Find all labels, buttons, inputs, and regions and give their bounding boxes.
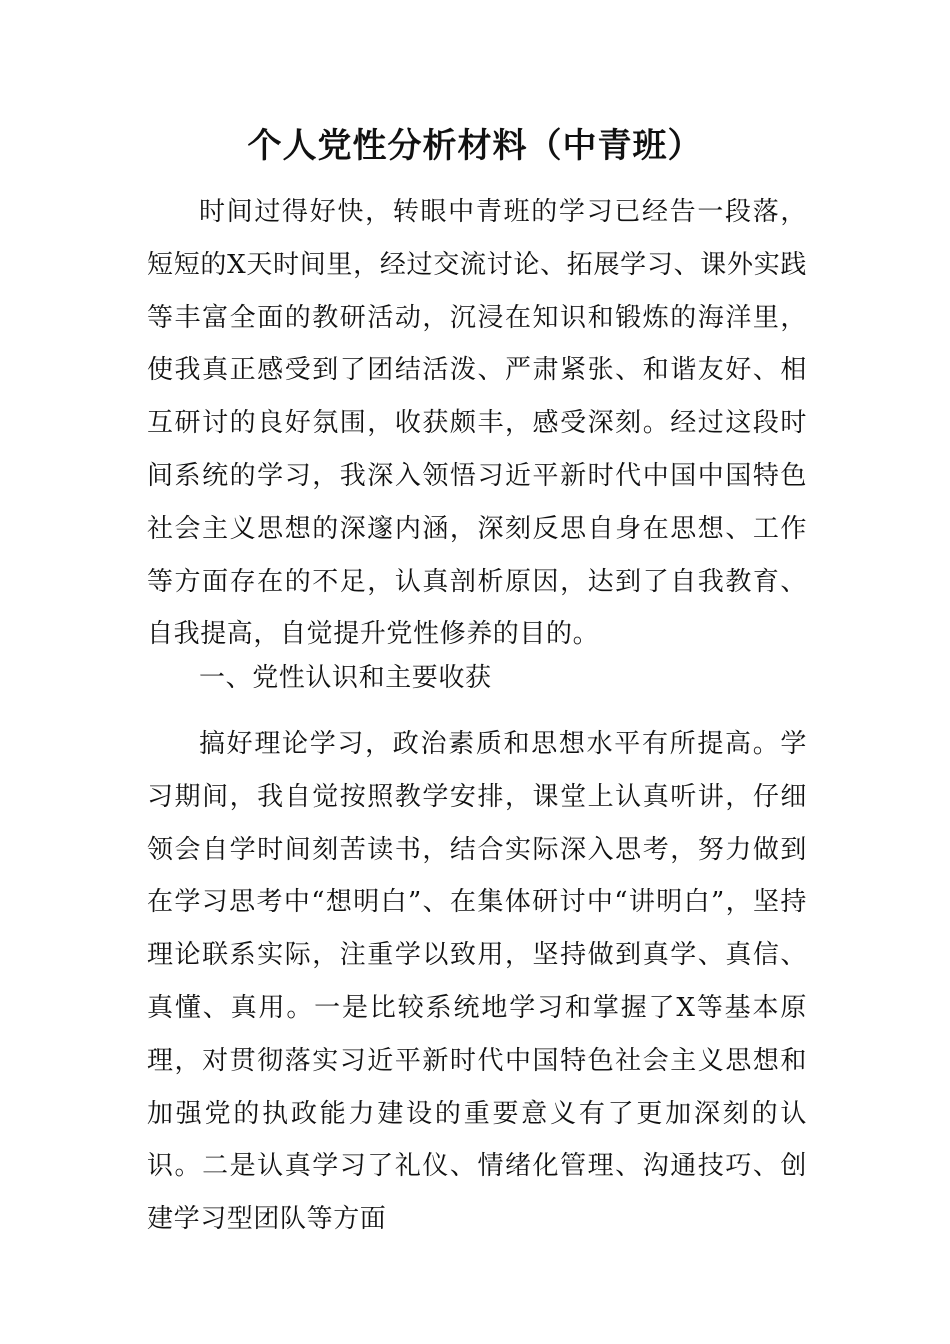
intro-paragraph: 时间过得好快，转眼中青班的学习已经告一段落，短短的X天时间里，经过交流讨论、拓展学习、课外实践等丰富全面的教研活动，沉浸在知识和锻炼的海洋里，使我真正感受到了团结活泼、严肃紧张、和谐友好、相互研讨的良好氛围，收获颇丰，感受深刻。经过这段时间系统的学习，我深入领悟习近平新时代中国中国特色社会主义思想的深邃内涵，深刻反思自身在思想、工作等方面存在的不足，认真剖析原因，达到了自我教育、自我提高，自觉提升党性修养的目的。 [147, 197, 807, 650]
section-paragraph: 搞好理论学习，政治素质和思想水平有所提高。学习期间，我自觉按照教学安排，课堂上认真听讲，仔细领会自学时间刻苦读书，结合实际深入思考，努力做到在学习思考中“想明白”、在集体研讨中“讲明白”，坚持理论联系实际，注重学以致用，坚持做到真学、真信、真懂、真用。一是比较系统地学习和掌握了X等基本原理，对贯彻落实习近平新时代中国特色社会主义思想和加强党的执政能力建设的重要意义有了更加深刻的认识。二是认真学习了礼仪、情绪化管理、沟通技巧、创建学习型团队等方面 [147, 729, 807, 1235]
section-heading: 一、党性认识和主要收获 [199, 663, 492, 693]
document-title: 个人党性分析材料（中青班） [247, 126, 703, 166]
